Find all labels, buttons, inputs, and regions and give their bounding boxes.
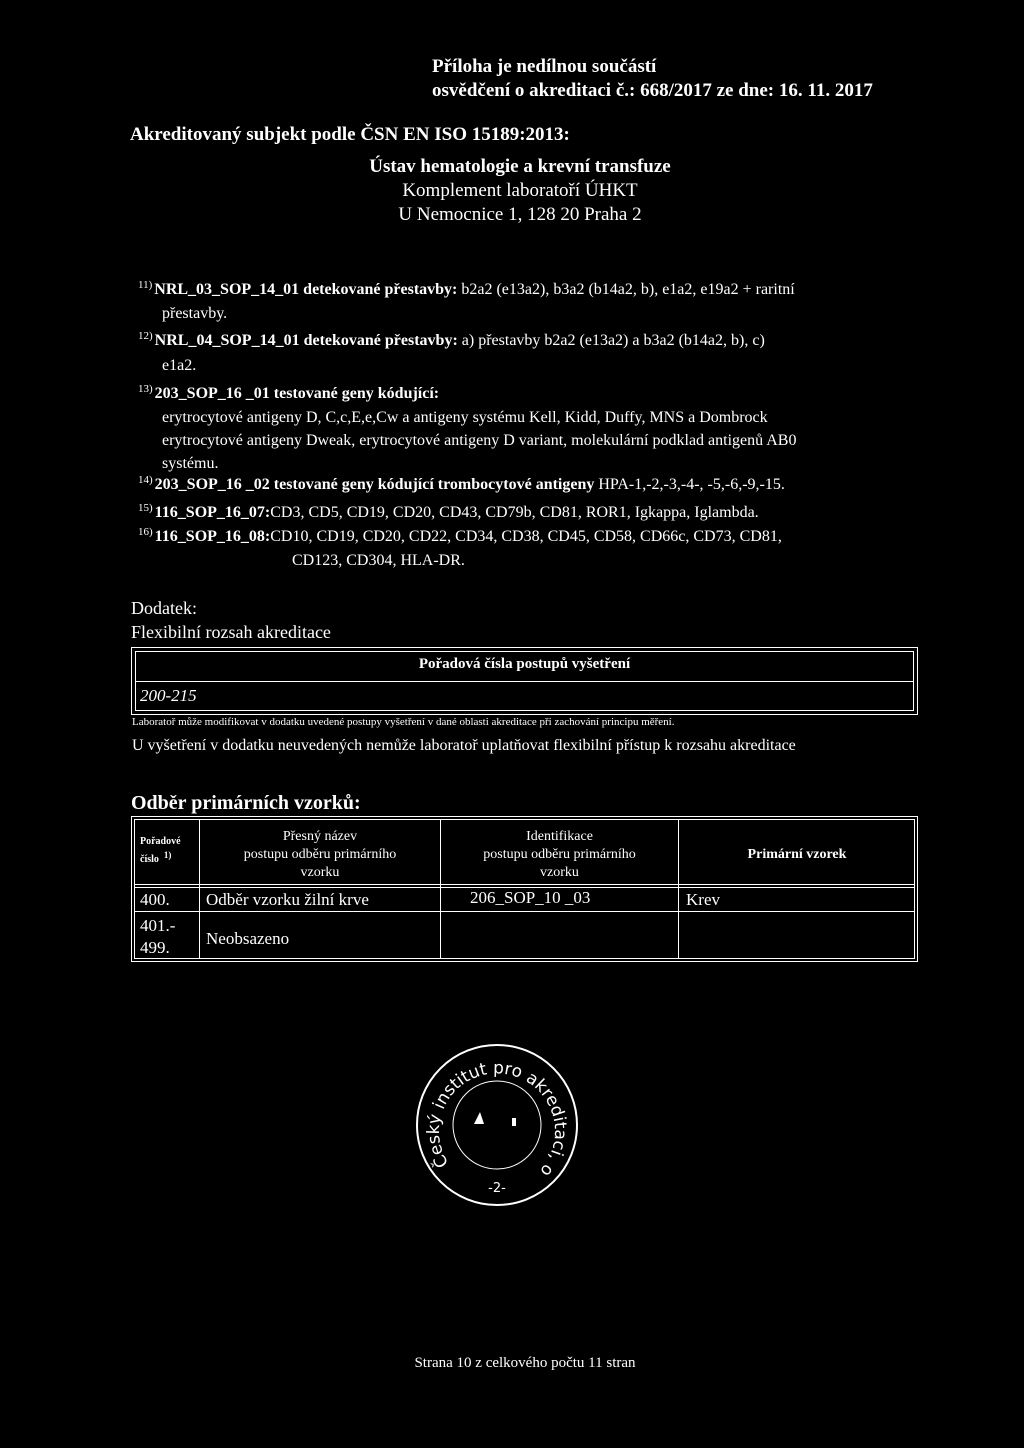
- footnote-11-cont: přestavby.: [162, 305, 228, 322]
- addendum-subtitle: Flexibilní rozsah akreditace: [131, 622, 331, 642]
- footnote-13: $^{13)}$ 203_SOP_16 _01 testované geny kódující:: [138, 383, 440, 402]
- footnote-16-cont: CD123, CD304, HLA-DR.: [292, 552, 465, 569]
- col-header-number-1: Pořadové: [140, 836, 181, 847]
- col-header-name-1: Přesný název: [282, 829, 358, 844]
- attachment-line-2: osvědčení o akreditaci č.: 668/2017 ze dne: 16. 11. 2017: [432, 80, 873, 101]
- accreditation-stamp: [412, 1040, 582, 1210]
- addendum-title: Dodatek:: [131, 598, 197, 618]
- footnote-13-line-3: systému.: [162, 455, 219, 472]
- organization-name: Ústav hematologie a krevní transfuze: [369, 156, 671, 177]
- sampling-row-divider: [134, 911, 915, 912]
- footnote-13-line-1: erytrocytové antigeny D, C,c,E,e,Cw a antigeny systému Kell, Kidd, Duffy, MNS a Dombrock: [162, 409, 768, 426]
- col-header-id-3: vzorku: [540, 865, 579, 880]
- row-2-name: Neobsazeno: [206, 929, 290, 948]
- organization-address: U Nemocnice 1, 128 20 Praha 2: [398, 204, 642, 225]
- flexible-scope-value: 200-215: [140, 686, 197, 705]
- footnote-12-cont: e1a2.: [162, 357, 197, 374]
- col-header-name-2: postupu odběru primárního: [243, 847, 397, 862]
- row-2-number: 401.- 499.: [140, 916, 176, 957]
- footnote-14: $^{14)}$ 203_SOP_16 _02 testované geny kódující trombocytové antigeny HPA-1,-2,-3,-4-, -5,-6,-9,-15.: [138, 474, 785, 493]
- page-number: Strana 10 z celkového počtu 11 stran: [414, 1355, 636, 1371]
- sampling-col-divider-3: [678, 819, 679, 959]
- row-1-number: 400.: [140, 890, 170, 909]
- sampling-header-divider: [134, 884, 915, 885]
- addendum-note-small: Laboratoř může modifikovat v dodatku uvedené postupy vyšetření v dané oblasti akreditace při zachování principu měření.: [132, 716, 675, 728]
- col-header-name-3: vzorku: [300, 865, 340, 880]
- accredited-subject-label: Akreditovaný subjekt podle ČSN EN ISO 15189:2013:: [130, 124, 570, 145]
- table-divider: [135, 681, 914, 682]
- footnote-12: $^{12)}$ NRL_04_SOP_14_01 detekované přestavby: a) přestavby b2a2 (e13a2) a b3a2 (b14a2, b), c): [138, 330, 765, 349]
- col-header-sample: Primární vzorek: [747, 847, 847, 862]
- stamp-seal: [412, 1040, 582, 1210]
- col-header-number-2: číslo 1): [140, 850, 172, 865]
- footnote-16: $^{16)}$ 116_SOP_16_08:CD10, CD19, CD20, CD22, CD34, CD38, CD45, CD58, CD66c, CD73, CD81,: [138, 526, 782, 545]
- row-1-name: Odběr vzorku žilní krve: [206, 890, 369, 909]
- row-1-sample: Krev: [686, 890, 720, 909]
- row-1-id: 206_SOP_10 _03: [470, 888, 591, 907]
- organization-unit: Komplement laboratoří ÚHKT: [402, 180, 638, 201]
- flexible-scope-header: Pořadová čísla postupů vyšetření: [418, 656, 631, 672]
- col-header-id-2: postupu odběru primárního: [483, 847, 636, 862]
- col-header-id-1: Identifikace: [526, 829, 593, 844]
- attachment-line-1: Příloha je nedílnou součástí: [432, 56, 657, 77]
- addendum-note: U vyšetření v dodatku neuvedených nemůže laboratoř uplatňovat flexibilní přístup k rozsahu akreditace: [132, 737, 796, 754]
- footnote-13-line-2: erytrocytové antigeny Dweak, erytrocytové antigeny D variant, molekulární podklad antigenů AB0: [162, 432, 797, 449]
- svg-text:Český institut pro akreditaci,: Český institut pro akreditaci, o: [423, 1058, 571, 1181]
- svg-text:-2-: -2-: [488, 1181, 506, 1196]
- footnote-15: $^{15)}$ 116_SOP_16_07:CD3, CD5, CD19, CD20, CD43, CD79b, CD81, ROR1, Igkappa, Iglambda.: [138, 502, 759, 521]
- footnote-11: $^{11)}$ NRL_03_SOP_14_01 detekované přestavby: b2a2 (e13a2), b3a2 (b14a2, b), e1a2, e19a2 + raritní: [138, 279, 795, 298]
- sampling-title: Odběr primárních vzorků:: [131, 792, 361, 814]
